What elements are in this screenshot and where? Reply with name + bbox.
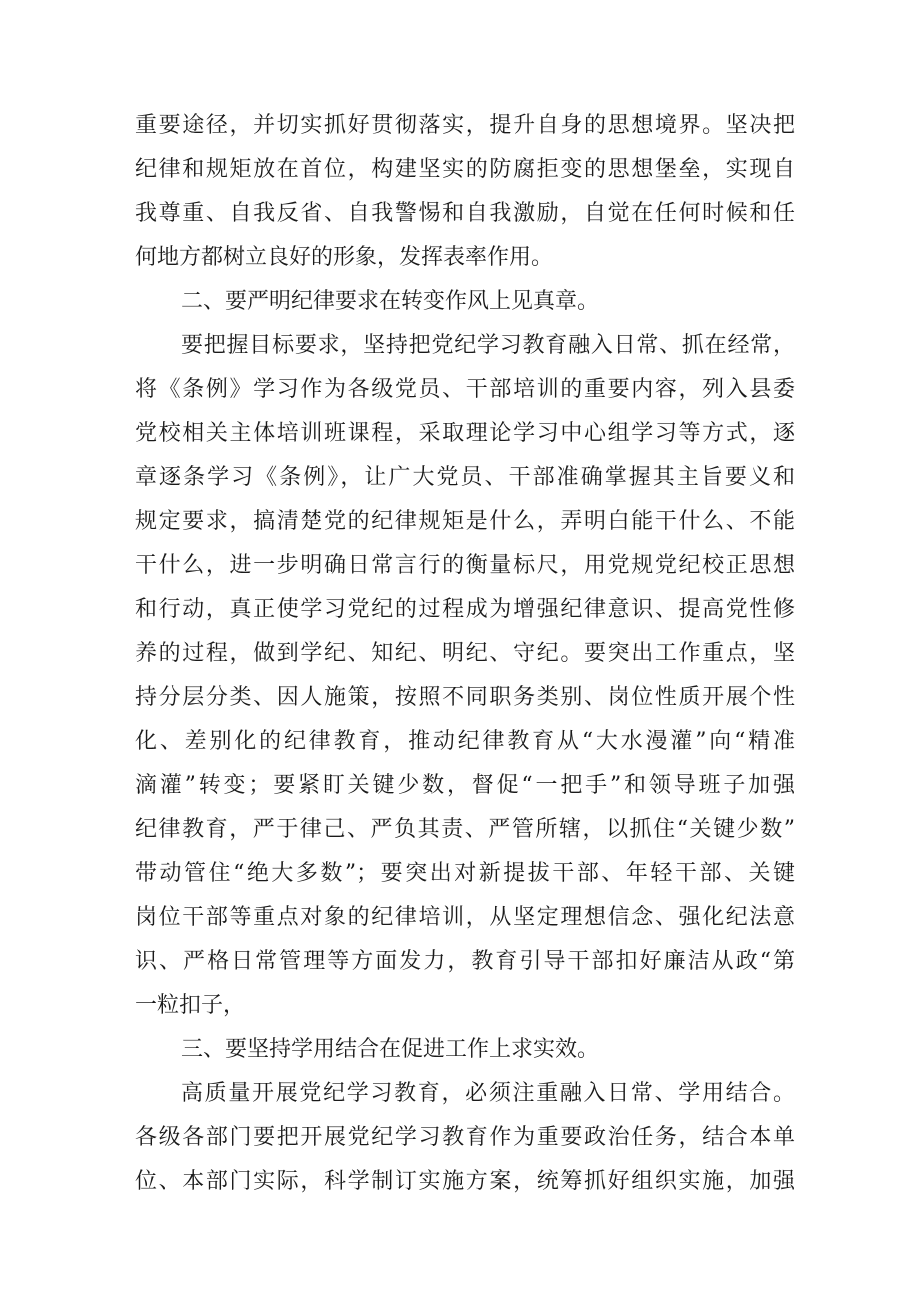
- text-line: 各级各部门要把开展党纪学习教育作为重要政治任务，结合本单: [135, 1125, 795, 1150]
- text-line: 养的过程，做到学纪、知纪、明纪、守纪。要突出工作重点，坚: [135, 641, 795, 666]
- text-line: 纪律和规矩放在首位，构建坚实的防腐拒变的思想堡垒，实现自: [135, 157, 795, 182]
- text-line: 滴灌”转变；要紧盯关键少数，督促“一把手”和领导班子加强: [135, 773, 795, 798]
- text-line: 规定要求，搞清楚党的纪律规矩是什么，弄明白能干什么、不能: [135, 509, 795, 534]
- text-line: 何地方都树立良好的形象，发挥表率作用。: [135, 245, 554, 270]
- text-line: 高质量开展党纪学习教育，必须注重融入日常、学用结合。: [181, 1081, 795, 1106]
- text-line: 干什么，进一步明确日常言行的衡量标尺，用党规党纪校正思想: [135, 553, 795, 578]
- section-heading: 二、要严明纪律要求在转变作风上见真章。: [181, 289, 600, 314]
- text-line: 重要途径，并切实抓好贯彻落实，提升自身的思想境界。坚决把: [135, 113, 795, 138]
- text-line: 我尊重、自我反省、自我警惕和自我激励，自觉在任何时候和任: [135, 201, 795, 226]
- text-line: 识、严格日常管理等方面发力，教育引导干部扣好廉洁从政“第: [135, 949, 795, 974]
- text-line: 化、差别化的纪律教育，推动纪律教育从“大水漫灌”向“精准: [135, 729, 795, 754]
- text-line: 章逐条学习《条例》，让广大党员、干部准确掌握其主旨要义和: [135, 465, 795, 490]
- text-line: 持分层分类、因人施策，按照不同职务类别、岗位性质开展个性: [135, 685, 795, 710]
- section-heading: 三、要坚持学用结合在促进工作上求实效。: [181, 1037, 600, 1062]
- text-line: 要把握目标要求，坚持把党纪学习教育融入日常、抓在经常，: [181, 333, 795, 358]
- text-line: 位、本部门实际，科学制订实施方案，统筹抓好组织实施，加强: [135, 1169, 795, 1194]
- text-line: 将《条例》学习作为各级党员、干部培训的重要内容，列入县委: [135, 377, 795, 402]
- text-line: 纪律教育，严于律己、严负其责、严管所辖，以抓住“关键少数”: [135, 817, 795, 842]
- text-line: 岗位干部等重点对象的纪律培训，从坚定理想信念、强化纪法意: [135, 905, 795, 930]
- text-line: 带动管住“绝大多数”；要突出对新提拔干部、年轻干部、关键: [135, 861, 795, 886]
- text-line: 和行动，真正使学习党纪的过程成为增强纪律意识、提高党性修: [135, 597, 795, 622]
- text-line: 党校相关主体培训班课程，采取理论学习中心组学习等方式，逐: [135, 421, 795, 446]
- text-line: 一粒扣子，: [135, 993, 246, 1018]
